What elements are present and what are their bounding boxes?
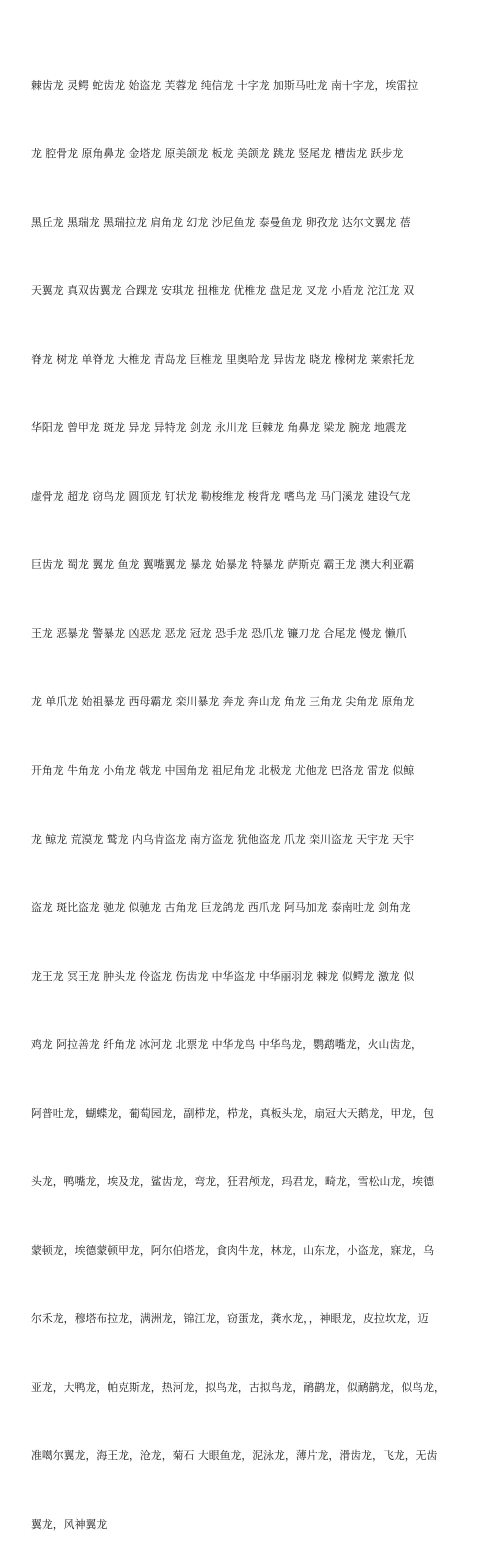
text-line: 天翼龙 真双齿翼龙 合踝龙 安琪龙 扭椎龙 优椎龙 盘足龙 叉龙 小盾龙 沱江龙 双	[31, 284, 415, 298]
text-line: 阿普吐龙，蝴蝶龙，葡萄园龙，副栉龙，栉龙，真板头龙，扇冠大天鹅龙，甲龙，包	[31, 1106, 434, 1120]
text-line: 蒙顿龙，埃德蒙顿甲龙，阿尔伯塔龙，食肉牛龙，林龙，山东龙，小盗龙，寐龙，乌	[31, 1243, 434, 1257]
text-line: 盗龙 斑比盗龙 驰龙 似驰龙 古角龙 巨龙鸽龙 西爪龙 阿马加龙 泰南吐龙 剑角龙	[31, 901, 411, 915]
text-line: 准噶尔翼龙，海王龙，沧龙，菊石 大眼鱼龙，泥泳龙，薄片龙，滑齿龙，飞龙，无齿	[31, 1449, 438, 1463]
text-line: 开角龙 牛角龙 小角龙 戟龙 中国角龙 祖尼角龙 北极龙 尤他龙 巴洛龙 雷龙 似鲸	[31, 764, 415, 777]
text-line: 龙 鲸龙 荒漠龙 鹫龙 内乌肯盗龙 南方盗龙 犹他盗龙 爪龙 栾川盗龙 天宇龙 天宇	[31, 832, 415, 846]
text-line: 脊龙 树龙 单脊龙 大椎龙 青岛龙 巨椎龙 里奥哈龙 异齿龙 晓龙 橡树龙 莱索托龙	[31, 352, 415, 366]
text-line: 虚骨龙 超龙 窃鸟龙 圆顶龙 钉状龙 勒梭维龙 梭背龙 嗜鸟龙 马门溪龙 建设气龙	[31, 489, 411, 503]
text-line: 尔禾龙，穆塔布拉龙，满洲龙，锦江龙，窃蛋龙，龚水龙，，神眼龙，皮拉坎龙，迈	[31, 1312, 429, 1326]
text-line: 巨齿龙 蜀龙 翼龙 鱼龙 翼嘴翼龙 暴龙 始暴龙 特暴龙 萨斯克 霸王龙 澳大利亚霸	[31, 558, 415, 572]
text-line: 龙 腔骨龙 原角鼻龙 金塔龙 原美颌龙 板龙 美颌龙 跳龙 竖尾龙 槽齿龙 跃步龙	[31, 147, 404, 161]
text-line: 鸡龙 阿拉善龙 纤角龙 冰河龙 北票龙 中华龙鸟 中华鸟龙，鹦鹉嘴龙，火山齿龙，	[31, 1038, 423, 1052]
text-line: 黑丘龙 黑瑞龙 黑瑞拉龙 肩角龙 幻龙 沙尼鱼龙 泰曼鱼龙 卵孜龙 达尔文翼龙 蓓	[31, 215, 411, 229]
text-line: 翼龙，风神翼龙	[31, 1517, 108, 1531]
text-line: 龙 单爪龙 始祖暴龙 西母霸龙 栾川暴龙 奔龙 奔山龙 角龙 三角龙 尖角龙 原角龙	[31, 695, 415, 709]
text-line: 龙王龙 冥王龙 肿头龙 伶盗龙 伤齿龙 中华盗龙 中华丽羽龙 棘龙 似鳄龙 激龙 似	[31, 969, 415, 983]
document-body	[31, 29, 468, 1560]
text-line: 华阳龙 曾甲龙 斑龙 异龙 异特龙 剑龙 永川龙 巨棘龙 角鼻龙 梁龙 腕龙 地震龙	[31, 421, 407, 435]
text-line: 头龙，鸭嘴龙，埃及龙，鲨齿龙，弯龙，狂君颅龙，玛君龙，畸龙，雪松山龙，埃德	[31, 1175, 434, 1189]
text-line: 亚龙，大鸭龙，帕克斯龙，热河龙，拟鸟龙，古拟鸟龙，鸸鹋龙，似鸸鹋龙，似鸟龙，	[31, 1380, 445, 1394]
text-line: 棘齿龙 灵鳄 蛇齿龙 始盗龙 芙蓉龙 纯信龙 十字龙 加斯马吐龙 南十字龙，埃雷拉	[31, 78, 419, 92]
text-line: 王龙 恶暴龙 警暴龙 凶恶龙 恶龙 冠龙 恐手龙 恐爪龙 镰刀龙 合尾龙 慢龙 懒爪	[31, 626, 407, 640]
